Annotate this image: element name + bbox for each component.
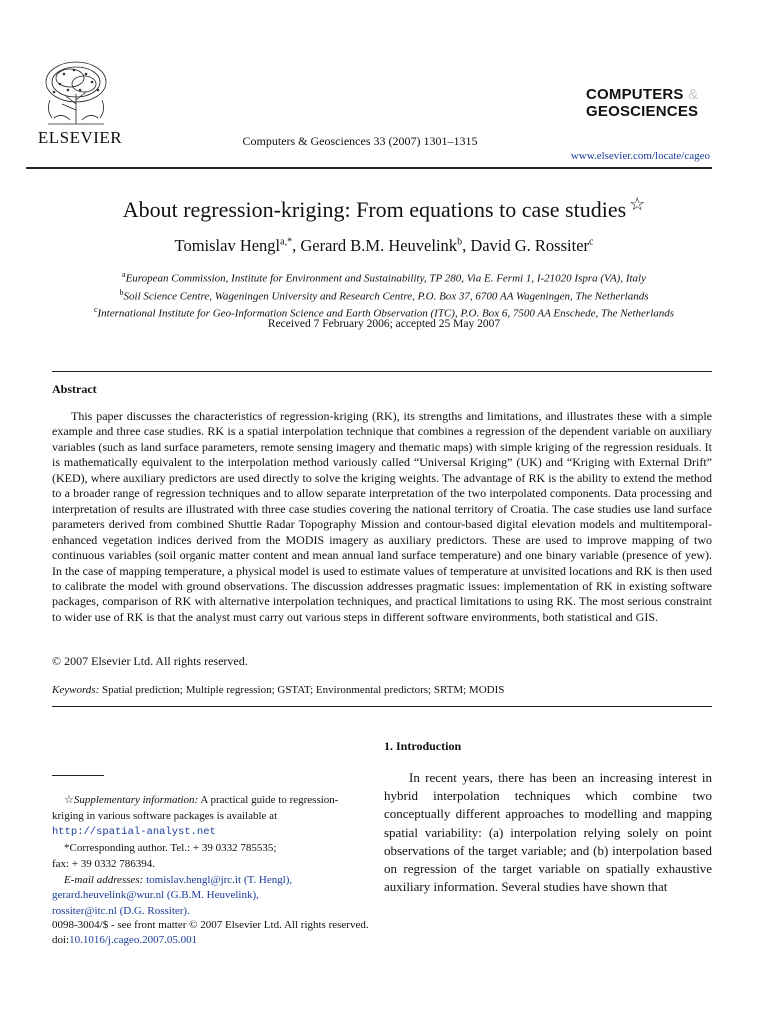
email-owner[interactable]: (T. Hengl), [243,873,293,886]
journal-logo-line1: COMPUTERS [586,86,684,103]
email-link[interactable]: gerard.heuvelink@wur.nl [52,889,165,902]
affiliation-text: International Institute for Geo-Information Science and Earth Observation (ITC), P.O. Box 6, 7500 AA Enschede, The Netherlands [97,307,675,320]
affiliation-mark: c [93,305,98,315]
journal-reference: Computers & Geosciences 33 (2007) 1301–1315 [242,134,478,148]
abstract-paragraph: This paper discusses the characteristics of regression-kriging (RK), its strengths and limitations, and illustrates these with a simple example and three case studies. RK is a spatial interpolation technique that combines a regression of the dependent variable on auxiliary variables (such as land surface parameters, remote sensing imagery and thematic maps) with simple kriging of the regression residuals. It is mathematically equivalent to the interpolation method variously called “Universal Kriging” (UK) and “Kriging with External Drift” (KED), where auxiliary predictors are used directly to solve the kriging weights. The advantage of RK is the ability to extend the method to a broader range of regression techniques and to allow separate interpretation of the two interpolated components. Data processing and interpretation of results are illustrated with three case studies covering the national territory of Croatia. The case studies use land surface parameters derived from combined Shuttle Radar Topography Mission and contour-based digital elevation models and multitemporal-enhanced vegetation indices derived from the MODIS imagery as auxiliary predictors. These are used to improve mapping of two continuous variables (soil organic matter content and mean annual land surface temperature) and one binary variable (presence of yew). In the case of mapping temperature, a physical model is used to estimate values of temperature at unvisited locations and RK is then used to calibrate the model with ground observations. The discussion addresses pragmatic issues: implementation of RK in existing software packages, comparison of RK with alternative interpolation techniques, and practical limitations to using RK. The most serious constraint to wider use of RK is that the analyst must carry out various steps in different software environments, both statistical and GIS. [52,409,712,624]
footnote-star-icon: ☆ [64,794,74,806]
footnote-asterisk: * [64,842,70,855]
footnote-corresponding-line2: fax: + 39 0332 786394. [52,857,156,870]
footnote-supplementary [52,793,370,841]
footnote-supplementary-label: Supplementary information: [73,794,199,806]
title-note-star-icon[interactable]: ☆ [629,194,646,214]
footnote-corresponding [52,841,370,857]
email-label: E-mail addresses: [64,873,144,886]
abstract-body [52,409,712,625]
journal-logo-line2: GEOSCIENCES [586,103,699,120]
abstract-copyright: © 2007 Elsevier Ltd. All rights reserved. [52,654,248,668]
abstract-top-rule [52,371,712,372]
doi-label: doi: [52,934,70,946]
keywords-label: Keywords: [52,684,100,696]
header-divider [26,167,712,169]
journal-logo-amp: & [688,86,699,103]
footnote-emails [52,873,370,889]
affiliation [20,268,748,286]
email-link[interactable]: tomislav.hengl@jrc.it [146,873,242,886]
doi-line [52,933,472,948]
abstract-heading: Abstract [52,382,97,396]
author-marks[interactable]: c [589,236,594,248]
abstract-bottom-rule [52,706,712,707]
affiliation-mark: b [119,287,124,297]
email-entry [52,888,370,904]
affiliation-mark: a [122,270,126,279]
footnotes [52,793,370,920]
article-title-text: About regression-kriging: From equations to case studies [122,197,627,222]
supplementary-url-link[interactable]: http://spatial-analyst.net [52,826,216,839]
elsevier-tree-icon [40,60,112,126]
footnote-rule [52,775,104,776]
elsevier-logo [26,60,134,148]
author-marks[interactable]: a,* [280,236,293,248]
keywords-text: Spatial prediction; Multiple regression; GSTAT; Environmental predictors; SRTM; MODIS [102,684,505,696]
author-name: Gerard B.M. Heuvelink [300,236,458,255]
introduction-paragraph: In recent years, there has been an increasing interest in hybrid interpolation techniques which combine two conceptually different approaches to modelling and mapping spatial variability: (a) interpolation relying solely on point observations of the target variable; and (b) interpolation based on regression of the target variable on spatially exhaustive auxiliary information. Several studies have shown that [384,770,712,895]
affiliations [20,268,748,321]
email-owner[interactable]: (G.B.M. Heuvelink), [166,889,259,902]
footnote-corresponding-line1: Corresponding author. Tel.: + 39 0332 785535; [69,842,277,855]
front-matter [52,918,472,948]
journal-logo [586,86,736,120]
email-owner[interactable]: (D.G. Rossiter). [119,904,190,917]
author-marks[interactable]: b [457,236,463,248]
footnote-supplementary-text: A practical guide to regression-kriging in various software packages is available at [52,794,339,822]
author-name: David G. Rossiter [470,236,590,255]
doi-link[interactable]: 10.1016/j.cageo.2007.05.001 [69,934,198,946]
author-list: Tomislav Hengl$^{a,*}$, Gerard B.M. Heuvelink$^b$, David G. Rossiter$^c$ [174,236,594,255]
affiliation [20,286,748,304]
publisher-name: ELSEVIER [37,128,123,147]
issn-line: 0098-3004/$ - see front matter © 2007 Elsevier Ltd. All rights reserved. [52,919,369,931]
affiliation-text: European Commission, Institute for Environment and Sustainability, TP 280, Via E. Fermi 1, I-21020 Ispra (VA), Italy [125,272,646,285]
introduction-heading: 1. Introduction [384,739,462,753]
email-link[interactable]: rossiter@itc.nl [52,904,117,917]
received-accepted-dates: Received 7 February 2006; accepted 25 May 2007 [267,318,501,330]
introduction-body [384,769,712,896]
affiliation-text: Soil Science Centre, Wageningen University and Research Centre, P.O. Box 37, 6700 AA Wageningen, The Netherlands [123,290,649,303]
author-name: Tomislav Hengl [174,236,281,255]
journal-url-link[interactable]: www.elsevier.com/locate/cageo [570,150,710,162]
keywords [52,684,712,696]
article-title [20,194,748,223]
